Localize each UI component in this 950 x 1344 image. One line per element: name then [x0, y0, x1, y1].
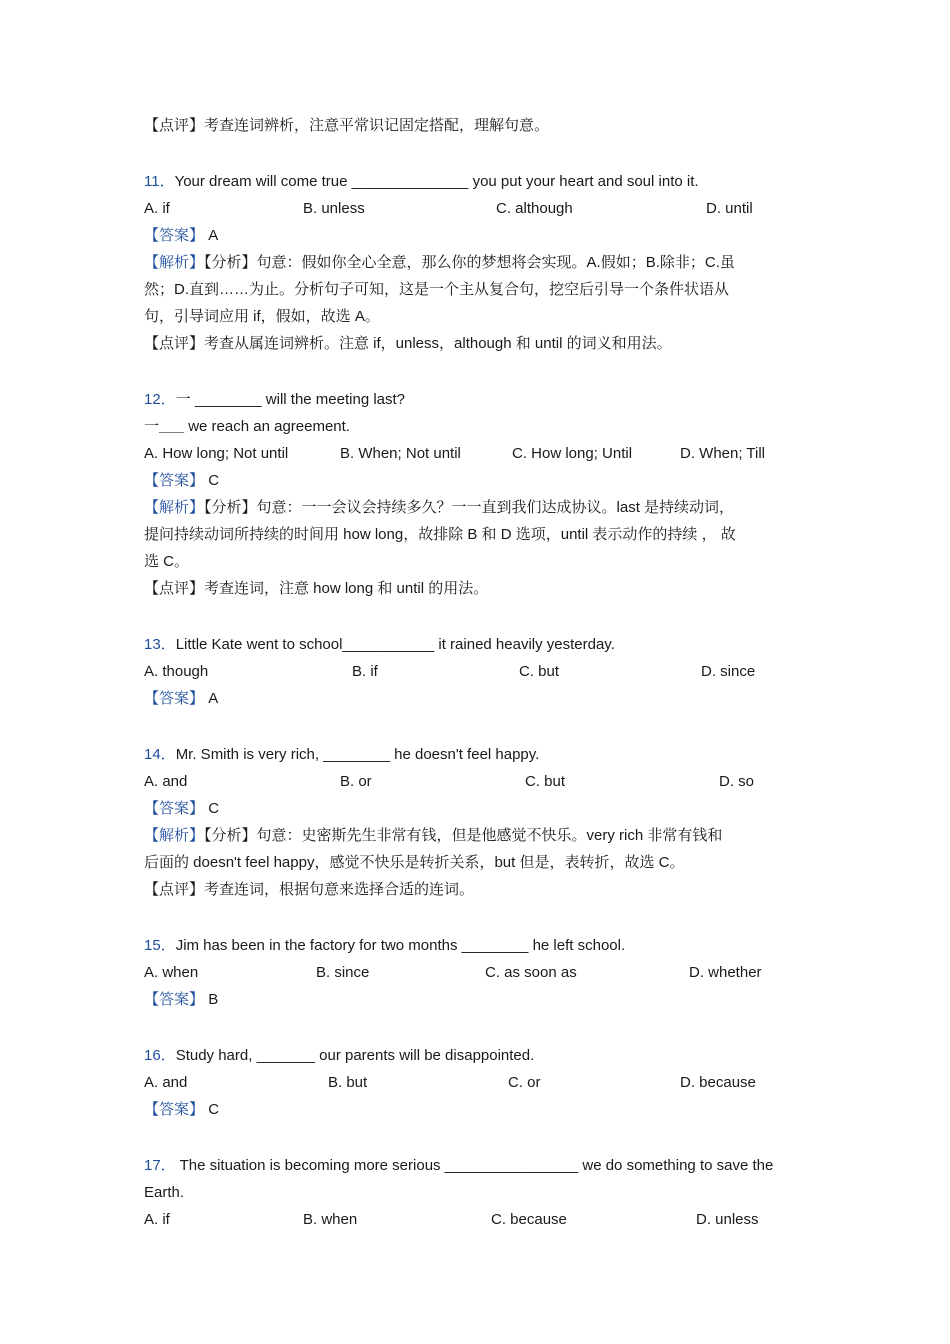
answer-value: C: [208, 472, 220, 489]
question-text: Your dream will come true: [174, 173, 352, 190]
options-row: [144, 959, 814, 986]
comment-text: 【点评】考查连词，根据句意来选择合适的连词。: [144, 881, 475, 898]
analysis-text: 句，引导词应用 if，假如，故选 A。: [144, 308, 380, 325]
question-number: 12．: [144, 391, 176, 408]
option-c: C. or: [508, 1074, 541, 1091]
question-number: 13．: [144, 636, 176, 653]
question-blank: ________: [323, 746, 390, 763]
analysis-tag: 【解析】: [144, 827, 205, 844]
option-d: D. until: [706, 200, 753, 217]
answer-tag: 【答案】: [144, 1101, 205, 1118]
question-text: Mr. Smith is very rich,: [175, 746, 324, 763]
option-b: B. unless: [303, 200, 365, 217]
answer-value: B: [208, 991, 219, 1008]
question-text: Jim has been in the factory for two months: [175, 937, 462, 954]
comment-text: 【点评】考查连词，注意 how long 和 until 的用法。: [144, 580, 489, 597]
option-c: C. although: [496, 200, 573, 217]
question-14: [144, 741, 814, 768]
question-15: [144, 932, 814, 959]
option-a: A. though: [144, 663, 209, 680]
answer-value: A: [208, 227, 219, 244]
answer-line: [144, 685, 814, 712]
analysis-text: 后面的 doesn't feel happy，感觉不快乐是转折关系，but 但是，表转折，故选 C。: [144, 854, 685, 871]
comment-text: 【点评】考查从属连词辨析。注意 if，unless，although 和 until 的词义和用法。: [144, 335, 672, 352]
option-c: C. How long; Until: [512, 445, 633, 462]
answer-line: [144, 795, 814, 822]
option-a: A. and: [144, 773, 188, 790]
question-text: The situation is becoming more serious: [175, 1157, 445, 1174]
question-text: we reach an agreement.: [184, 418, 350, 435]
comment-line: [144, 575, 814, 602]
option-b: B. but: [328, 1074, 368, 1091]
option-d: D. whether: [689, 964, 762, 981]
answer-value: A: [208, 690, 219, 707]
analysis-line: [144, 849, 814, 876]
question-text: we do something to save the: [578, 1157, 774, 1174]
answer-tag: 【答案】: [144, 800, 205, 817]
question-17: [144, 1152, 814, 1179]
question-13: [144, 631, 814, 658]
analysis-tag: 【解析】: [144, 254, 205, 271]
option-c: C. because: [491, 1211, 567, 1228]
question-text: our parents will be disappointed.: [314, 1047, 535, 1064]
question-blank: ________: [461, 937, 529, 954]
comment-text: 考查连词辨析，注意平常识记固定搭配，理解句意。: [204, 117, 550, 134]
question-blank: ______________: [351, 173, 469, 190]
analysis-text: 提问持续动词所持续的时间用 how long，故排除 B 和 D 选项，until 表示动作的持续 ， 故: [144, 526, 736, 543]
option-b: B. when: [303, 1211, 358, 1228]
analysis-line: [144, 276, 814, 303]
question-text: he left school.: [528, 937, 626, 954]
option-b: B. When; Not until: [340, 445, 461, 462]
option-a: A. when: [144, 964, 199, 981]
option-d: D. so: [719, 773, 755, 790]
analysis-text: 【分析】句意：假如你全心全意，那么你的梦想将会实现。A.假如；B.除非；C.虽: [204, 254, 735, 271]
options-row: [144, 1069, 814, 1096]
answer-tag: 【答案】: [144, 690, 205, 707]
question-text: Earth.: [144, 1184, 185, 1201]
analysis-line: [144, 303, 814, 330]
answer-value: C: [208, 800, 220, 817]
question-12: [144, 386, 814, 413]
answer-line: [144, 1096, 814, 1123]
option-d: D. since: [701, 663, 756, 680]
answer-line: [144, 467, 814, 494]
answer-value: C: [208, 1101, 220, 1118]
question-text: 一: [175, 391, 195, 408]
analysis-text: 选 C。: [144, 553, 190, 570]
question-blank: _______: [256, 1047, 315, 1064]
question-11: [144, 168, 814, 195]
options-row: [144, 1206, 814, 1233]
analysis-text: 【分析】句意：史密斯先生非常有钱，但是他感觉不快乐。very rich 非常有钱和: [204, 827, 723, 844]
question-number: 14．: [144, 746, 176, 763]
option-a: A. if: [144, 1211, 170, 1228]
option-a: A. if: [144, 200, 170, 217]
option-a: A. How long; Not until: [144, 445, 289, 462]
option-d: D. unless: [696, 1211, 759, 1228]
answer-tag: 【答案】: [144, 991, 205, 1008]
analysis-tag: 【解析】: [144, 499, 205, 516]
question-text: you put your heart and soul into it.: [468, 173, 699, 190]
question-blank: ___________: [342, 636, 435, 653]
comment-line: [144, 330, 814, 357]
analysis-line: [144, 548, 814, 575]
question-number: 16．: [144, 1047, 176, 1064]
comment-tag: 【点评】: [144, 117, 205, 134]
option-b: B. if: [352, 663, 378, 680]
question-16: [144, 1042, 814, 1069]
options-row: [144, 768, 814, 795]
comment-line: [144, 112, 814, 139]
option-c: C. as soon as: [485, 964, 577, 981]
document-page: [144, 112, 814, 1233]
comment-line: [144, 876, 814, 903]
question-text: he doesn't feel happy.: [389, 746, 540, 763]
question-text: Little Kate went to school: [175, 636, 343, 653]
question-blank: ___: [159, 418, 185, 435]
analysis-text: 【分析】句意：一一会议会持续多久？一一直到我们达成协议。last 是持续动词，: [204, 499, 735, 516]
option-d: D. When; Till: [680, 445, 766, 462]
option-c: C. but: [519, 663, 560, 680]
options-row: [144, 658, 814, 685]
question-text: 一: [144, 418, 160, 435]
option-c: C. but: [525, 773, 566, 790]
question-number: 17．: [144, 1157, 176, 1174]
question-line: [144, 1179, 814, 1206]
answer-line: [144, 986, 814, 1013]
question-line: [144, 413, 814, 440]
question-number: 15．: [144, 937, 176, 954]
answer-tag: 【答案】: [144, 227, 205, 244]
question-number: 11．: [144, 173, 175, 190]
options-row: [144, 195, 814, 222]
question-text: will the meeting last?: [261, 391, 406, 408]
question-blank: ________: [194, 391, 262, 408]
question-text: it rained heavily yesterday.: [434, 636, 615, 653]
question-text: Study hard,: [175, 1047, 257, 1064]
option-b: B. since: [316, 964, 370, 981]
analysis-line: [144, 494, 814, 521]
analysis-line: [144, 521, 814, 548]
analysis-text: 然；D.直到……为止。分析句子可知，这是一个主从复合句，挖空后引导一个条件状语从: [144, 281, 730, 298]
options-row: [144, 440, 814, 467]
answer-line: [144, 222, 814, 249]
analysis-line: [144, 249, 814, 276]
option-b: B. or: [340, 773, 372, 790]
answer-tag: 【答案】: [144, 472, 205, 489]
question-blank: ________________: [444, 1157, 579, 1174]
analysis-line: [144, 822, 814, 849]
option-d: D. because: [680, 1074, 756, 1091]
option-a: A. and: [144, 1074, 188, 1091]
